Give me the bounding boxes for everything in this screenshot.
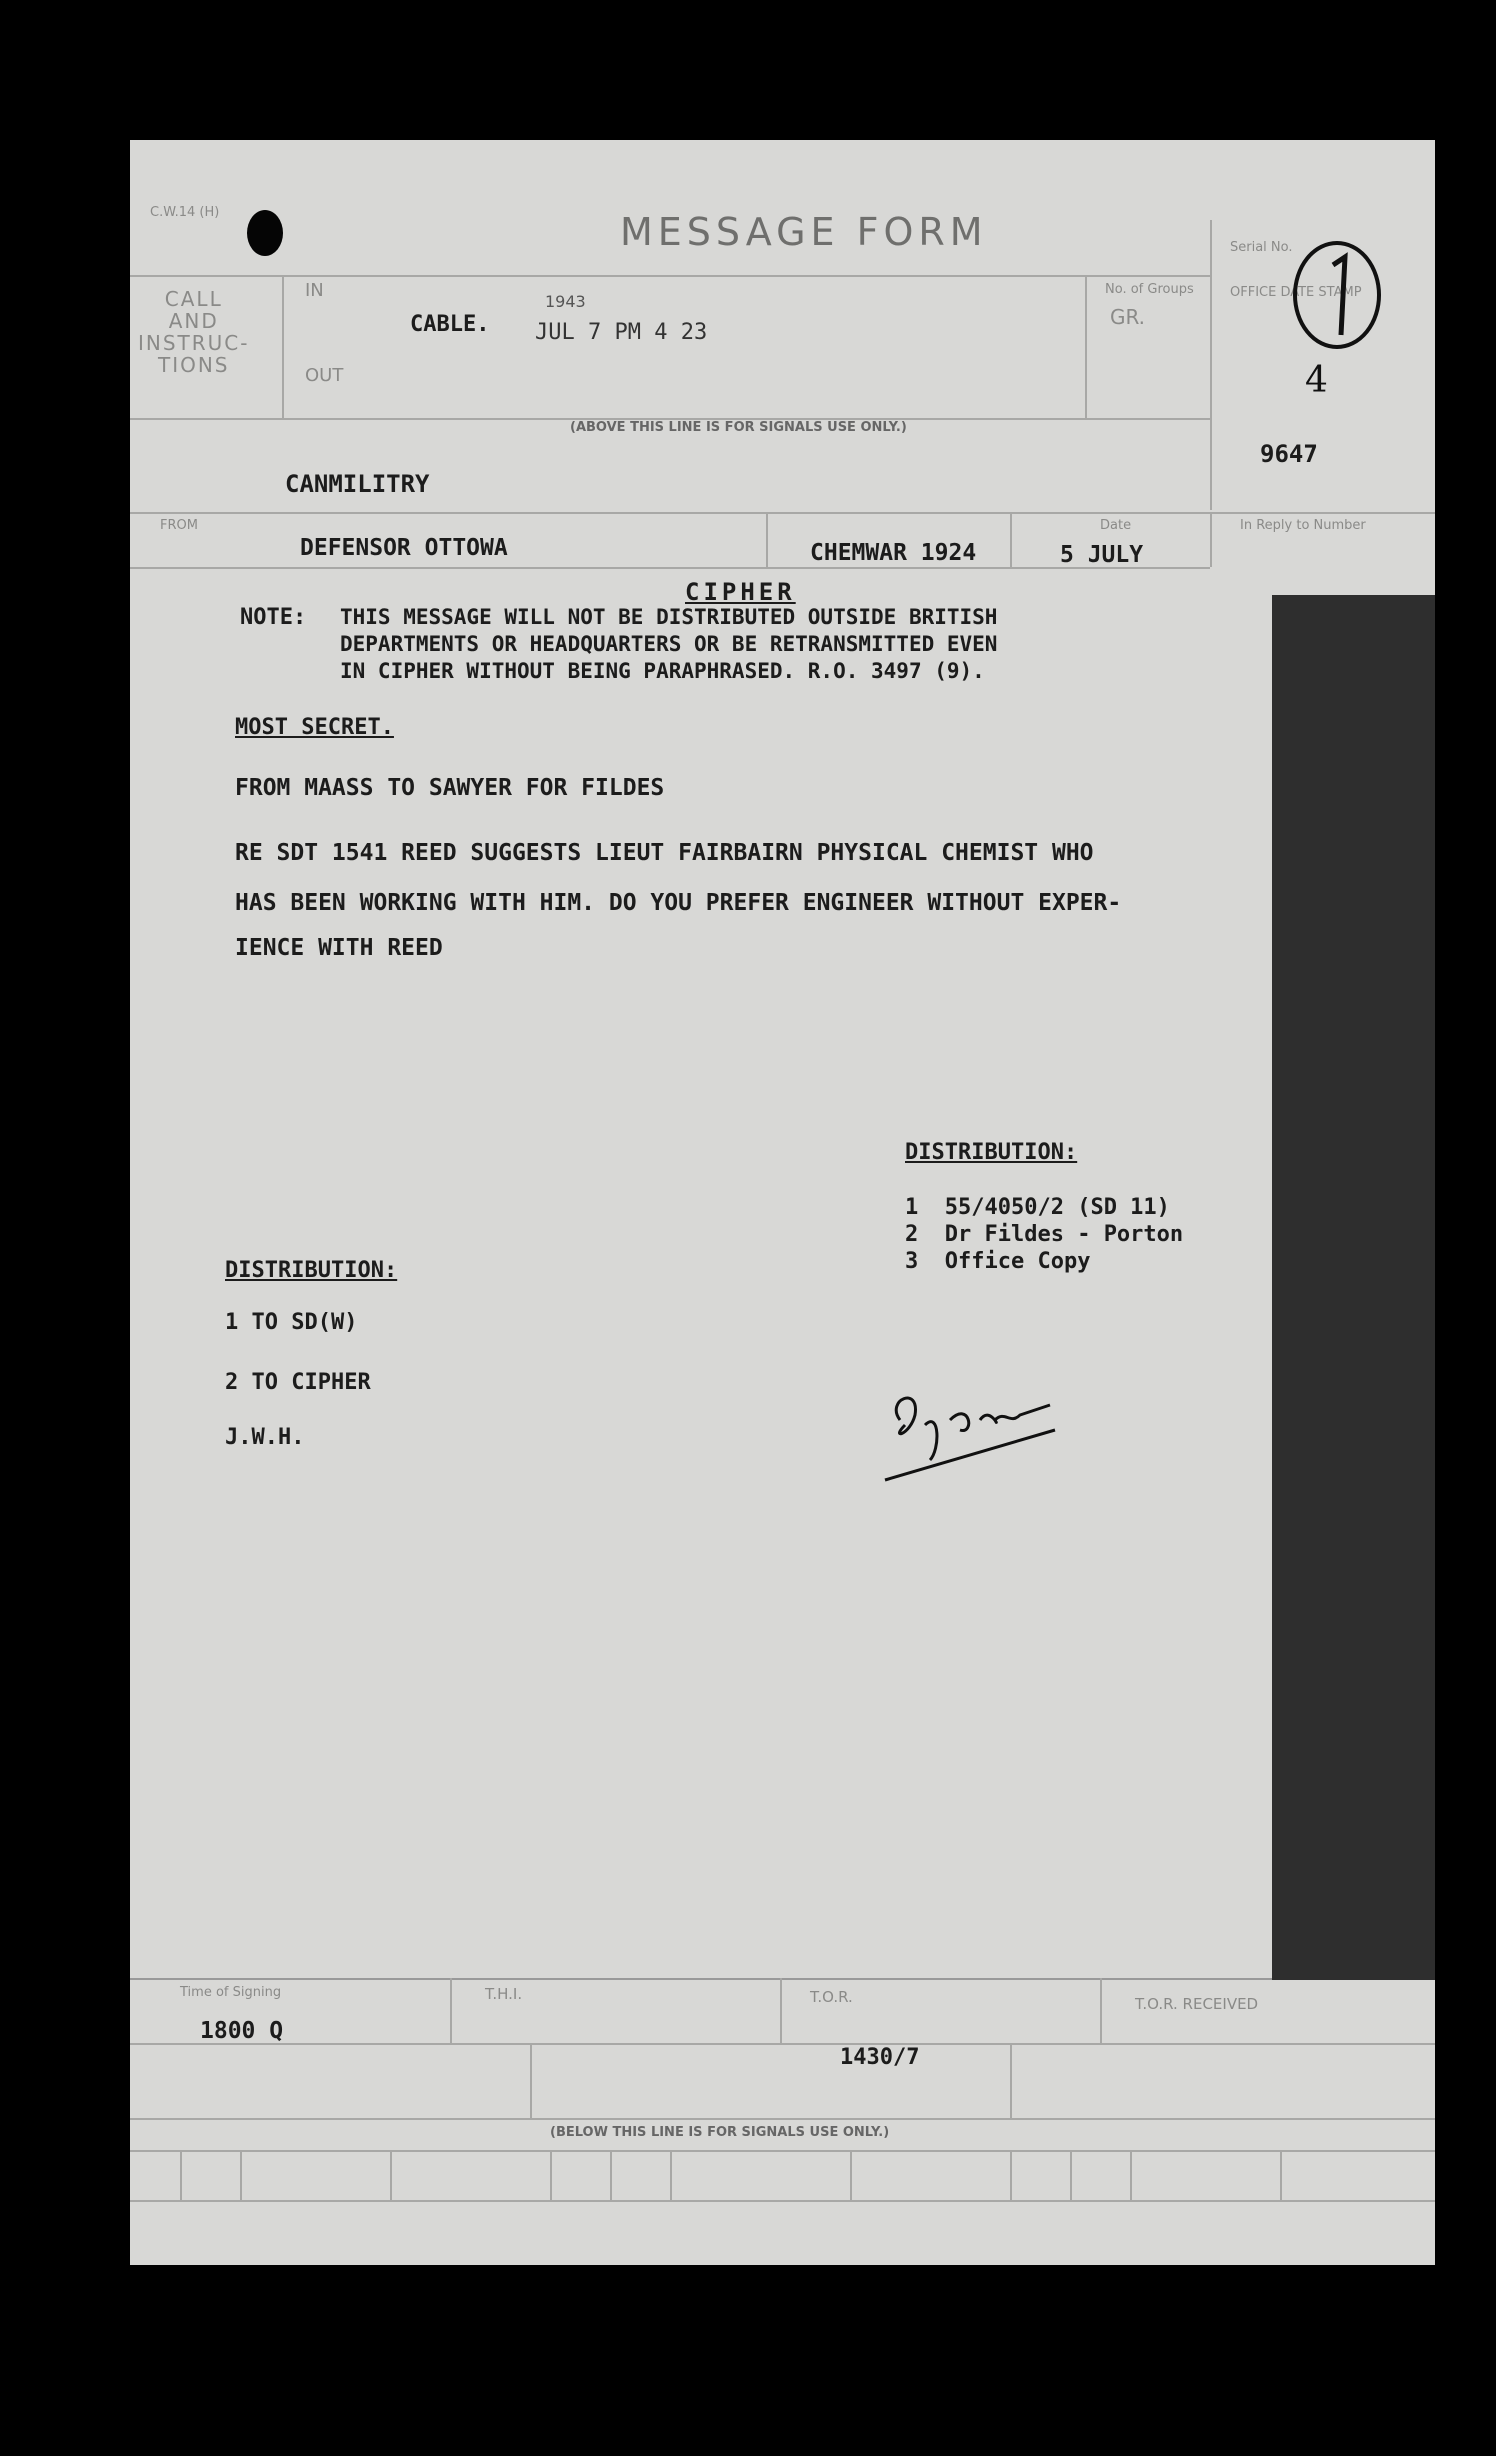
out-label: OUT: [305, 365, 344, 386]
note-line-3: IN CIPHER WITHOUT BEING PARAPHRASED. R.O. 3497 (9).: [340, 659, 985, 683]
note-line-1: THIS MESSAGE WILL NOT BE DISTRIBUTED OUTSIDE BRITISH: [340, 605, 998, 629]
serial-no-label: Serial No.: [1230, 240, 1293, 255]
signals-note-below: (BELOW THIS LINE IS FOR SIGNALS USE ONLY.): [550, 2125, 890, 2140]
form-title: MESSAGE FORM: [620, 210, 988, 254]
signals-note-above: (ABOVE THIS LINE IS FOR SIGNALS USE ONLY.): [570, 420, 907, 435]
call-instructions-label: CALL AND INSTRUC- TIONS: [138, 287, 250, 377]
message-date: 5 JULY: [1060, 542, 1144, 568]
tor-received-label: T.O.R. RECEIVED: [1135, 1995, 1259, 2013]
note-label: NOTE:: [240, 605, 307, 630]
in-label: IN: [305, 280, 324, 301]
classification: MOST SECRET.: [235, 715, 394, 740]
sender: DEFENSOR OTTOWA: [300, 535, 508, 561]
distribution-right-item: 3 Office Copy: [905, 1249, 1091, 1274]
addressee: CANMILITRY: [285, 470, 430, 498]
note-line-2: DEPARTMENTS OR HEADQUARTERS OR BE RETRANSMITTED EVEN: [340, 632, 998, 656]
tor-value: 1430/7: [840, 2045, 920, 2070]
office-date-stamp-label: OFFICE DATE STAMP: [1230, 285, 1362, 300]
from-line: FROM MAASS TO SAWYER FOR FILDES: [235, 775, 665, 801]
scan-shadow-bar: [1272, 595, 1435, 1980]
stamp-date: JUL 7 PM 4 23: [535, 320, 708, 345]
in-reply-label: In Reply to Number: [1240, 518, 1366, 533]
message-form-sheet: [130, 140, 1435, 2265]
thi-label: T.H.I.: [485, 1985, 523, 2003]
message-number: 9647: [1260, 440, 1318, 468]
time-of-signing: 1800 Q: [200, 2018, 284, 2044]
time-of-signing-label: Time of Signing: [180, 1985, 282, 2000]
cipher-heading: CIPHER: [685, 578, 796, 606]
stamp-cable: CABLE.: [410, 312, 490, 337]
from-label: FROM: [160, 518, 198, 533]
stamp-year: 1943: [545, 292, 586, 311]
body-line-1: RE SDT 1541 REED SUGGESTS LIEUT FAIRBAIRN PHYSICAL CHEMIST WHO: [235, 840, 1094, 866]
body-line-3: IENCE WITH REED: [235, 935, 443, 961]
handwritten-mark: 4: [1305, 360, 1328, 401]
handwritten-signature: [880, 1380, 1080, 1490]
distribution-right-heading: DISTRIBUTION:: [905, 1140, 1078, 1165]
form-code: C.W.14 (H): [150, 205, 220, 220]
groups-value: GR.: [1110, 305, 1146, 329]
no-of-groups-label: No. of Groups: [1105, 282, 1194, 297]
reference-number: CHEMWAR 1924: [810, 540, 977, 566]
punch-hole: [247, 210, 283, 256]
distribution-left-item: 2 TO CIPHER: [225, 1370, 371, 1395]
distribution-right-item: 2 Dr Fildes - Porton: [905, 1222, 1184, 1247]
distribution-left-heading: DISTRIBUTION:: [225, 1258, 398, 1283]
date-label: Date: [1100, 518, 1132, 533]
tor-label: T.O.R.: [810, 1988, 853, 2006]
body-line-2: HAS BEEN WORKING WITH HIM. DO YOU PREFER ENGINEER WITHOUT EXPER-: [235, 890, 1122, 916]
circled-number-mark: [1285, 235, 1395, 365]
distribution-right-item: 1 55/4050/2 (SD 11): [905, 1195, 1170, 1220]
initials: J.W.H.: [225, 1425, 305, 1450]
distribution-left-item: 1 TO SD(W): [225, 1310, 358, 1335]
